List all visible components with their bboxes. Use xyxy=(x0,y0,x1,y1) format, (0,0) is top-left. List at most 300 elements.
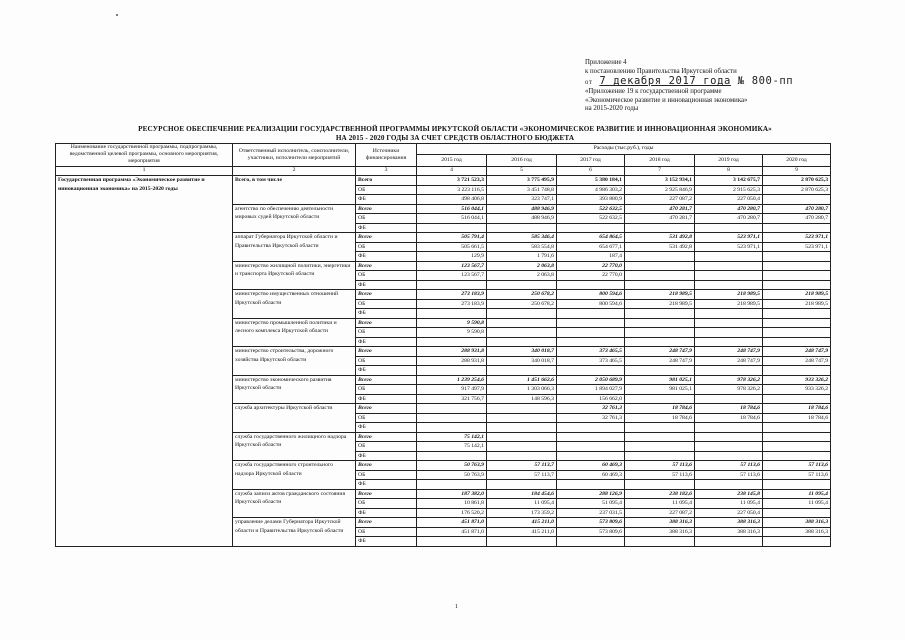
source-cell: ФБ xyxy=(356,394,417,404)
value-cell: 1 239 254,6 xyxy=(417,375,487,385)
value-cell xyxy=(557,537,625,547)
column-number: 1 xyxy=(56,166,233,176)
value-cell xyxy=(557,423,625,433)
value-cell: 516 044,1 xyxy=(417,204,487,214)
title-line-1: РЕСУРСНОЕ ОБЕСПЕЧЕНИЕ РЕАЛИЗАЦИИ ГОСУДАРСТВЕННОЙ ПРОГРАММЫ ИРКУТСКОЙ ОБЛАСТИ «ЭКОНОМИЧЕСКОЕ РАЗВИТИЕ И ИННОВАЦИОННАЯ ЭКОНОМИКА» xyxy=(138,125,772,133)
value-cell: 4 986 303,2 xyxy=(557,185,625,195)
value-cell xyxy=(625,328,695,338)
value-cell xyxy=(625,223,695,233)
annex-line-2: к постановлению Правительства Иркутской области xyxy=(585,67,737,75)
value-cell: 173 359,2 xyxy=(487,508,557,518)
value-cell: 470 281,7 xyxy=(625,204,695,214)
scan-speck xyxy=(116,14,118,16)
source-cell: ФБ xyxy=(356,366,417,376)
value-cell: 250 678,2 xyxy=(487,299,557,309)
value-cell: 373 465,5 xyxy=(557,347,625,357)
value-cell: 323 747,1 xyxy=(487,195,557,205)
value-cell: 498 406,8 xyxy=(417,195,487,205)
executor-cell: служба записи актов гражданского состояния Иркутской области xyxy=(233,489,356,518)
value-cell xyxy=(695,337,763,347)
value-cell xyxy=(557,328,625,338)
value-cell: 123 567,7 xyxy=(417,271,487,281)
value-cell xyxy=(417,337,487,347)
value-cell: 238 145,8 xyxy=(695,489,763,499)
value-cell: 388 316,3 xyxy=(763,518,831,528)
header-year: 2015 год xyxy=(417,155,487,167)
value-cell: 933 326,2 xyxy=(763,385,831,395)
value-cell xyxy=(487,442,557,452)
value-cell xyxy=(487,413,557,423)
header-row-1 xyxy=(56,144,831,155)
column-number: 9 xyxy=(763,166,831,176)
value-cell: 218 989,5 xyxy=(695,299,763,309)
source-cell: ФБ xyxy=(356,451,417,461)
header-col-exec: Ответственный исполнитель, соисполнители, участники, исполнители мероприятий xyxy=(233,144,356,167)
value-cell: 388 316,3 xyxy=(625,518,695,528)
value-cell: 3 152 934,1 xyxy=(625,176,695,186)
value-cell xyxy=(557,309,625,319)
value-cell: 516 044,1 xyxy=(417,214,487,224)
value-cell: 57 113,7 xyxy=(487,461,557,471)
value-cell xyxy=(487,318,557,328)
value-cell: 288 126,9 xyxy=(557,489,625,499)
value-cell: 933 326,2 xyxy=(763,375,831,385)
value-cell: 288 931,8 xyxy=(417,347,487,357)
value-cell: 978 326,2 xyxy=(695,385,763,395)
value-cell: 57 113,7 xyxy=(487,470,557,480)
value-cell xyxy=(557,366,625,376)
source-cell: Всего xyxy=(356,461,417,471)
annex-block xyxy=(585,59,885,114)
value-cell: 2 050 689,9 xyxy=(557,375,625,385)
source-cell: Всего xyxy=(356,261,417,271)
source-cell: ОБ xyxy=(356,527,417,537)
value-cell: 18 784,6 xyxy=(763,413,831,423)
source-cell: ОБ xyxy=(356,442,417,452)
value-cell: 1 303 066,3 xyxy=(487,385,557,395)
value-cell: 250 678,2 xyxy=(487,290,557,300)
value-cell xyxy=(695,394,763,404)
value-cell: 156 662,0 xyxy=(557,394,625,404)
value-cell: 57 113,6 xyxy=(625,461,695,471)
program-name-cell: Государственная программа «Экономическое развитие и инновационная экономика» на 2015-2020 годы xyxy=(56,176,233,547)
value-cell xyxy=(695,423,763,433)
value-cell: 388 316,3 xyxy=(763,527,831,537)
value-cell xyxy=(763,451,831,461)
value-cell: 18 784,6 xyxy=(695,404,763,414)
table-body xyxy=(56,144,831,547)
value-cell: 415 211,0 xyxy=(487,518,557,528)
value-cell: 60 469,3 xyxy=(557,461,625,471)
value-cell: 3 223 116,5 xyxy=(417,185,487,195)
value-cell: 176 520,2 xyxy=(417,508,487,518)
value-cell xyxy=(417,480,487,490)
value-cell xyxy=(487,432,557,442)
value-cell: 1 451 662,6 xyxy=(487,375,557,385)
value-cell: 2 870 625,3 xyxy=(763,176,831,186)
value-cell: 340 018,7 xyxy=(487,347,557,357)
value-cell: 57 113,6 xyxy=(695,470,763,480)
value-cell: 248 747,9 xyxy=(625,347,695,357)
annex-line-1: Приложение 4 xyxy=(585,59,627,66)
value-cell xyxy=(763,442,831,452)
header-year: 2017 год xyxy=(557,155,625,167)
value-cell xyxy=(487,309,557,319)
value-cell: 388 316,3 xyxy=(625,527,695,537)
value-cell: 2 925 846,9 xyxy=(625,185,695,195)
source-cell: Всего xyxy=(356,518,417,528)
source-cell: ОБ xyxy=(356,185,417,195)
source-cell: ФБ xyxy=(356,480,417,490)
value-cell: 18 784,6 xyxy=(695,413,763,423)
value-cell: 218 989,5 xyxy=(625,290,695,300)
value-cell: 187 382,0 xyxy=(417,489,487,499)
value-cell: 505 661,5 xyxy=(417,242,487,252)
value-cell: 523 971,1 xyxy=(695,233,763,243)
source-cell: Всего xyxy=(356,290,417,300)
value-cell: 57 113,6 xyxy=(763,470,831,480)
value-cell xyxy=(417,280,487,290)
value-cell: 184 454,6 xyxy=(487,489,557,499)
executor-cell: министерство имущественных отношений Иркутской области xyxy=(233,290,356,319)
value-cell xyxy=(625,318,695,328)
value-cell xyxy=(625,423,695,433)
value-cell xyxy=(695,480,763,490)
source-cell: ФБ xyxy=(356,223,417,233)
value-cell xyxy=(763,252,831,262)
value-cell: 273 183,9 xyxy=(417,290,487,300)
source-cell: ОБ xyxy=(356,299,417,309)
source-cell: Всего xyxy=(356,204,417,214)
executor-cell: агентство по обеспечению деятельности мировых судей Иркутской области xyxy=(233,204,356,233)
value-cell xyxy=(695,271,763,281)
value-cell: 50 763,9 xyxy=(417,470,487,480)
value-cell xyxy=(695,223,763,233)
column-number: 6 xyxy=(557,166,625,176)
value-cell: 470 281,7 xyxy=(625,214,695,224)
page-number: 1 xyxy=(455,604,458,610)
source-cell: ОБ xyxy=(356,499,417,509)
source-cell: ОБ xyxy=(356,413,417,423)
value-cell xyxy=(487,480,557,490)
value-cell: 388 316,3 xyxy=(695,518,763,528)
source-cell: ОБ xyxy=(356,470,417,480)
source-cell: Всего xyxy=(356,347,417,357)
value-cell: 573 809,6 xyxy=(557,518,625,528)
source-cell: ФБ xyxy=(356,195,417,205)
value-cell: 451 871,0 xyxy=(417,518,487,528)
value-cell: 227 087,2 xyxy=(625,195,695,205)
value-cell: 11 095,4 xyxy=(763,499,831,509)
value-cell: 393 880,9 xyxy=(557,195,625,205)
header-col-source: Источники финансирования xyxy=(356,144,417,167)
annex-from: от xyxy=(585,79,593,87)
executor-cell: управление делами Губернатора Иркутской области и Правительства Иркутской области xyxy=(233,518,356,547)
value-cell: 1 791,6 xyxy=(487,252,557,262)
value-cell xyxy=(763,508,831,518)
source-cell: ОБ xyxy=(356,356,417,366)
value-cell xyxy=(695,318,763,328)
value-cell: 32 761,3 xyxy=(557,404,625,414)
header-year: 2018 год xyxy=(625,155,695,167)
value-cell: 373 465,5 xyxy=(557,356,625,366)
header-col-name: Наименование государственной программы, подпрограммы, ведомственной целевой программы, основного мероприятия, мероприятия xyxy=(56,144,233,167)
header-year: 2020 год xyxy=(763,155,831,167)
value-cell xyxy=(763,195,831,205)
executor-cell: министерство жилищной политики, энергетики и транспорта Иркутской области xyxy=(233,261,356,290)
source-cell: ФБ xyxy=(356,508,417,518)
annex-line-5: «Экономическое развитие и инновационная экономика» xyxy=(585,96,748,104)
value-cell: 18 784,6 xyxy=(625,404,695,414)
value-cell: 523 971,1 xyxy=(695,242,763,252)
annex-date: 7 декабря 2017 года xyxy=(599,75,731,88)
value-cell: 18 784,6 xyxy=(625,413,695,423)
annex-number: 800-пп xyxy=(751,75,794,88)
source-cell: Всего xyxy=(356,375,417,385)
value-cell: 248 747,9 xyxy=(763,347,831,357)
value-cell: 981 025,1 xyxy=(625,375,695,385)
value-cell: 11 095,4 xyxy=(625,499,695,509)
source-cell: ФБ xyxy=(356,537,417,547)
executor-cell: министерство строительства, дорожного хозяйства Иркутской области xyxy=(233,347,356,376)
value-cell: 470 280,7 xyxy=(763,204,831,214)
header-year: 2016 год xyxy=(487,155,557,167)
value-cell xyxy=(763,337,831,347)
value-cell xyxy=(763,366,831,376)
value-cell: 11 095,4 xyxy=(763,489,831,499)
value-cell: 917 497,9 xyxy=(417,385,487,395)
value-cell: 187,4 xyxy=(557,252,625,262)
source-cell: ФБ xyxy=(356,423,417,433)
value-cell: 470 280,7 xyxy=(763,214,831,224)
document-title xyxy=(30,125,880,144)
value-cell xyxy=(557,280,625,290)
value-cell: 51 095,4 xyxy=(557,499,625,509)
value-cell: 273 183,9 xyxy=(417,299,487,309)
value-cell: 3 721 523,3 xyxy=(417,176,487,186)
value-cell xyxy=(763,261,831,271)
value-cell: 60 469,3 xyxy=(557,470,625,480)
value-cell xyxy=(625,280,695,290)
value-cell: 415 211,0 xyxy=(487,527,557,537)
value-cell: 522 632,5 xyxy=(557,214,625,224)
value-cell: 237 031,5 xyxy=(557,508,625,518)
value-cell: 148 596,3 xyxy=(487,394,557,404)
source-cell: Всего xyxy=(356,176,417,186)
value-cell: 522 632,5 xyxy=(557,204,625,214)
value-cell: 5 380 184,1 xyxy=(557,176,625,186)
annex-line-4: «Приложение 19 к государственной программе xyxy=(585,88,722,96)
value-cell xyxy=(487,537,557,547)
value-cell: 2 870 625,3 xyxy=(763,185,831,195)
value-cell xyxy=(417,309,487,319)
value-cell: 981 025,1 xyxy=(625,385,695,395)
value-cell xyxy=(763,537,831,547)
value-cell xyxy=(557,442,625,452)
value-cell: 800 594,6 xyxy=(557,290,625,300)
value-cell: 573 809,6 xyxy=(557,527,625,537)
value-cell xyxy=(695,537,763,547)
value-cell: 248 747,9 xyxy=(625,356,695,366)
value-cell xyxy=(487,423,557,433)
value-cell xyxy=(625,261,695,271)
source-cell: ОБ xyxy=(356,242,417,252)
value-cell xyxy=(557,480,625,490)
value-cell: 978 326,2 xyxy=(695,375,763,385)
value-cell xyxy=(557,451,625,461)
value-cell xyxy=(417,423,487,433)
value-cell: 11 095,4 xyxy=(695,499,763,509)
value-cell xyxy=(695,366,763,376)
value-cell xyxy=(487,223,557,233)
value-cell: 451 871,0 xyxy=(417,527,487,537)
value-cell xyxy=(763,432,831,442)
table-row xyxy=(56,176,831,186)
value-cell: 388 316,3 xyxy=(695,527,763,537)
value-cell: 218 989,5 xyxy=(763,299,831,309)
source-cell: ОБ xyxy=(356,214,417,224)
value-cell: 505 791,4 xyxy=(417,233,487,243)
value-cell: 470 280,7 xyxy=(695,204,763,214)
value-cell xyxy=(417,223,487,233)
value-cell: 57 113,6 xyxy=(625,470,695,480)
value-cell: 248 747,9 xyxy=(763,356,831,366)
value-cell: 227 087,2 xyxy=(625,508,695,518)
value-cell xyxy=(625,394,695,404)
value-cell xyxy=(695,328,763,338)
value-cell xyxy=(625,537,695,547)
source-cell: ОБ xyxy=(356,271,417,281)
column-number: 2 xyxy=(233,166,356,176)
value-cell: 2 063,8 xyxy=(487,271,557,281)
value-cell xyxy=(763,480,831,490)
value-cell xyxy=(625,442,695,452)
value-cell xyxy=(557,432,625,442)
value-cell: 1 894 027,9 xyxy=(557,385,625,395)
column-number: 7 xyxy=(625,166,695,176)
value-cell xyxy=(417,451,487,461)
value-cell xyxy=(695,261,763,271)
value-cell xyxy=(557,318,625,328)
executor-cell: служба государственного жилищного надзора Иркутской области xyxy=(233,432,356,461)
value-cell: 3 142 675,7 xyxy=(695,176,763,186)
value-cell: 585 346,4 xyxy=(487,233,557,243)
title-line-2: НА 2015 - 2020 ГОДЫ ЗА СЧЕТ СРЕДСТВ ОБЛАСТНОГО БЮДЖЕТА xyxy=(335,134,575,143)
value-cell: 218 989,5 xyxy=(695,290,763,300)
value-cell xyxy=(417,537,487,547)
source-cell: ФБ xyxy=(356,280,417,290)
value-cell: 9 590,8 xyxy=(417,328,487,338)
source-cell: ОБ xyxy=(356,385,417,395)
value-cell xyxy=(763,271,831,281)
value-cell xyxy=(487,328,557,338)
executor-cell: служба архитектуры Иркутской области xyxy=(233,404,356,433)
value-cell: 227 050,4 xyxy=(695,508,763,518)
value-cell: 129,9 xyxy=(417,252,487,262)
annex-line-6: на 2015-2020 годы xyxy=(585,105,639,113)
value-cell: 523 971,1 xyxy=(763,233,831,243)
value-cell xyxy=(625,480,695,490)
value-cell: 32 761,3 xyxy=(557,413,625,423)
value-cell: 9 590,8 xyxy=(417,318,487,328)
value-cell: 2 915 625,3 xyxy=(695,185,763,195)
value-cell: 3 451 748,8 xyxy=(487,185,557,195)
source-cell: ФБ xyxy=(356,252,417,262)
value-cell: 238 182,6 xyxy=(625,489,695,499)
value-cell: 531 492,8 xyxy=(625,242,695,252)
value-cell: 50 763,9 xyxy=(417,461,487,471)
value-cell: 248 747,9 xyxy=(695,356,763,366)
value-cell: 523 971,1 xyxy=(763,242,831,252)
value-cell xyxy=(625,366,695,376)
value-cell: 470 280,7 xyxy=(695,214,763,224)
value-cell xyxy=(625,451,695,461)
value-cell xyxy=(417,413,487,423)
value-cell: 75 142,1 xyxy=(417,442,487,452)
value-cell xyxy=(695,309,763,319)
executor-cell: служба государственного строительного надзора Иркутской области xyxy=(233,461,356,490)
value-cell: 227 050,4 xyxy=(695,195,763,205)
value-cell: 11 095,4 xyxy=(487,499,557,509)
value-cell: 123 567,7 xyxy=(417,261,487,271)
value-cell xyxy=(763,280,831,290)
value-cell: 248 747,9 xyxy=(695,347,763,357)
source-cell: Всего xyxy=(356,404,417,414)
value-cell xyxy=(763,423,831,433)
value-cell xyxy=(695,442,763,452)
value-cell: 288 931,8 xyxy=(417,356,487,366)
value-cell: 2 063,8 xyxy=(487,261,557,271)
header-col-costs: Расходы (тыс.руб.), годы xyxy=(417,144,831,155)
value-cell xyxy=(417,366,487,376)
value-cell: 654 864,5 xyxy=(557,233,625,243)
value-cell xyxy=(487,451,557,461)
source-cell: Всего xyxy=(356,318,417,328)
column-number: 8 xyxy=(695,166,763,176)
source-cell: Всего xyxy=(356,489,417,499)
value-cell: 75 142,1 xyxy=(417,432,487,442)
value-cell: 340 018,7 xyxy=(487,356,557,366)
value-cell xyxy=(557,223,625,233)
source-cell: ФБ xyxy=(356,309,417,319)
value-cell: 583 554,8 xyxy=(487,242,557,252)
header-row-numbers xyxy=(56,166,831,176)
value-cell: 218 989,5 xyxy=(763,290,831,300)
value-cell: 57 113,6 xyxy=(763,461,831,471)
value-cell xyxy=(763,328,831,338)
executor-cell: Всего, в том числе xyxy=(233,176,356,205)
value-cell: 800 594,6 xyxy=(557,299,625,309)
value-cell xyxy=(625,252,695,262)
value-cell: 654 677,1 xyxy=(557,242,625,252)
annex-number-sign: № xyxy=(737,75,745,88)
source-cell: Всего xyxy=(356,432,417,442)
value-cell xyxy=(625,432,695,442)
executor-cell: министерство промышленной политики и лесного комплекса Иркутской области xyxy=(233,318,356,347)
value-cell: 321 756,7 xyxy=(417,394,487,404)
value-cell xyxy=(763,309,831,319)
value-cell xyxy=(763,318,831,328)
value-cell xyxy=(625,271,695,281)
executor-cell: аппарат Губернатора Иркутской области и Правительства Иркутской области xyxy=(233,233,356,262)
column-number: 5 xyxy=(487,166,557,176)
value-cell: 10 861,8 xyxy=(417,499,487,509)
column-number: 3 xyxy=(356,166,417,176)
value-cell: 22 770,0 xyxy=(557,271,625,281)
value-cell: 531 492,8 xyxy=(625,233,695,243)
value-cell: 22 770,0 xyxy=(557,261,625,271)
header-year: 2019 год xyxy=(695,155,763,167)
